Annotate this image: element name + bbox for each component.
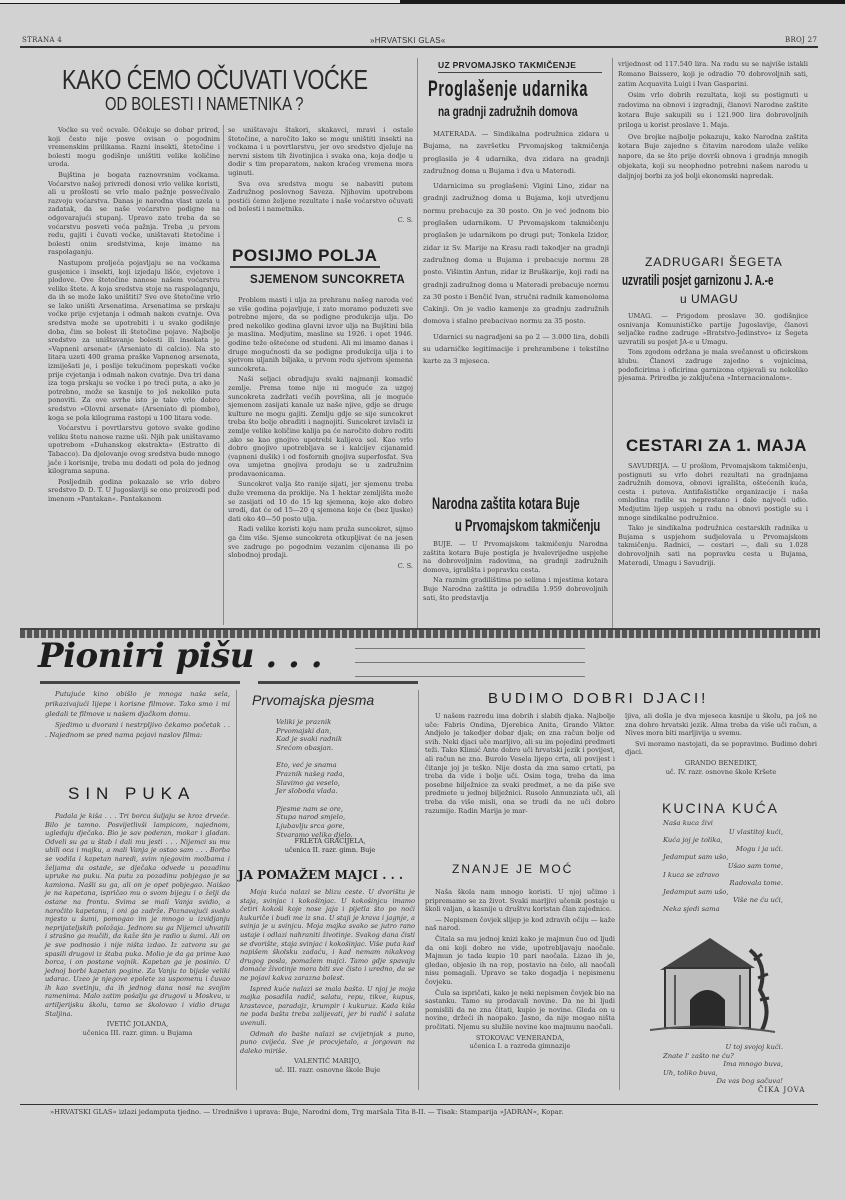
decor-rule [355, 662, 585, 663]
column-rule [418, 690, 419, 1090]
paragraph: Svi moramo nastojati, da se popravimo. Budimo dobri djaci. [625, 739, 817, 757]
author-school: uč. IV. razr. osnovne škole Kršete [665, 767, 777, 776]
poem-line: Slavimo ga veselo, [276, 778, 340, 787]
column-rule [612, 58, 613, 628]
poem-line: Više ne ću ući, [732, 896, 783, 905]
segeta-body [618, 312, 808, 385]
paragraph: Radi velike koristi koju nam pruža suncokret, sijmo ga čim više. Sjeme suncokreta otkupljivat će na jesen sve zadruge po pogodnim vezanim cijenama ili po slobodnoj prodaji. [228, 525, 413, 560]
djaci-column-2 [625, 712, 817, 776]
paragraph: UMAG. — Prigodom proslave 30. godišnjice osnivanja Komunističke partije Jugoslavije, članovi seljačke radne zadruge »Bratstvo-Jedinstvo« iz Šegeta uzvratili su posjet JA-e u Umagu. [618, 312, 808, 346]
poem-line: Stvaramo veliko djelo. [276, 830, 353, 839]
column-rule [223, 125, 224, 625]
column-rule [619, 790, 620, 1090]
paragraph: Osim vrlo dobrih rezultata, koji su postignuti u radovima na obnovi i izgradnji, članovi Narodne zaštite kotara Buje sakupili su i 121.900 lira dobrovoljnih priloga u korist proslave 1. Maja. [618, 91, 808, 129]
paragraph: SAVUDRIJA. — U prošlom, Prvomajskom takmičenju, postignuti su vrlo dobri rezultati na gradnjama zadružnih domova, obnovi igrališta, oštećenih kuća, cesta i puteva. Antifašističke organizacije i naša omladina radile su neprestano i dale najveći udio. Medjutim lijep uspjeh u radu na obnovi postigle su i mnoge sindikalne podružnice. [618, 462, 808, 522]
paragraph: — Nepismen čovjek slijep je kod zdravih očiju — kaže naš narod. [425, 915, 615, 933]
poem-stanza [276, 718, 416, 752]
segeta-headline: ZADRUGARI ŠEGETA [645, 255, 783, 269]
paragraph: U našem razredu ima dobrih i slabih djaka. Najbolje uče: Fabris Ondina, Djerebica Anita, Grando Viktor. Andjelo je takodjer dobar djak; on zna račun bolje od svih. Neki djaci uče marljivo, ali su im pojedini predmeti teži. Tako Klimić Ante dobro uči hrvatski jezik i povijest, ali račun ne zna. Burolo Vesela lijepo crta, ali povijest i čitanje joj je teško. Nije dosta da zna samo crtati, pa treba da vide i bolje uči. Osim toga, treba da ima posebne bilježnice za svaki predmet, a ne da piše sve predmete u jednoj bilježnici. Rusolo Annunziata uči, ali treba da više misli, ona se trudi da ne uči dobro razumije. Radin Marija je mar- [425, 712, 615, 815]
udarnici-body [423, 128, 609, 371]
issue-number: BROJ 27 [785, 36, 818, 44]
poem-line: Veliki je praznik [276, 718, 332, 726]
column-rule [236, 690, 237, 1090]
scan-edge-light [0, 0, 400, 3]
paragraph: Odmah do bašte nalazi se cvijetnjak s puno, puno cvijeća. Sve je procvjetalo, a jorgovan na daleko miriše. [240, 1029, 415, 1055]
paragraph: Padala je kiša . . . Tri borca šuljaju se kroz drveće. Bilo je tamno. Posvijetlivši lampicom, najednom, ugledaju dječaka. Bio je sav poderan, mokar i gladan. Odveli su ga u štab i dali mu jesti . . . Nijemci su mu ubili oca i majku, a mali Vanja je ostao sam . . . Borba se vodila i kapetan naredi, svim njegovim molbama i željama da ostade, se dječaka odvede u pozadinu upruke na puku. Na putu za pozadinu pobjegao je sa kamiona. Našli su ga, ali on je opet pobjegao. Naišao je na kapetana, ispričao mu o svom bijegu i o želji da ostane na frontu. Svima se mali Vanja svidio, a naročito kapetanu, i oni ga zadrže. Poznavajući svako mjesto u šumi, pomogao im je mnogo u izvidjanju neprijateljskih položaja. Jednom su ga Nijemci uhvatili i strašno ga mučili, da kaže što je radio u šumi. Ali on je sve podnosio i nije ništa izdao. Iz zatvora su ga spasili drugovi iz štaba puka. Molio je da ga prime kao borca, i on postane vojnik. Kapetan ga je posinio. U jednoj borbi kapetan pogine. Za Vanju to bijaše veliki udarac. Uzeo je njegove epolete za uspomenu i čuvao ih kao svetinju, da ih jednog dana nosi na svojim ramenima. Malo zatim pošalju ga drugovi u Moskvu, u artiljerijsku školu, tamo se školovao i vidio druga Staljina. [45, 812, 230, 1018]
poem-stanza [276, 805, 416, 839]
poem-line: Ima mnogo buva, [723, 1060, 783, 1069]
poem-line: Ljubavlju srca gore, [276, 821, 345, 830]
paragraph: Posljednih godina pokazalo se vrlo dobro sredstvo D. D. T. U Jugoslaviji se ono proizvodi pod imenom »Pantakan«. Pantakanom [48, 477, 220, 503]
poem-line: Jedamput sam ušo, [663, 887, 729, 896]
decor-rule [355, 648, 585, 649]
udarnici-subheadline: na gradnji zadružnih domova [438, 103, 578, 119]
zastita-headline: Narodna zaštita kotara Buje [432, 494, 580, 513]
film-intro [45, 690, 230, 743]
fruit-column-2 [228, 126, 413, 225]
kucina-poem-start [663, 819, 783, 914]
kicker-rule [438, 72, 602, 73]
paragraph: Tom zgodom održana je mala svečanost u oficirskom klubu. Članovi zadruge zajedno s vojnicima, podoficirima i oficirima garnizona otpjevali su nekoliko pjesama. Priredba je zaključena »Internacionalom«. [618, 348, 808, 383]
paragraph: Udarnicima su proglašeni: Vigini Lino, zidar na gradnji zadružnog doma u Bujama, koji utvrdjenu normu prebacuje za 30 posto. On je već jednom bio proglašen udarnikom. U Prvomajskom takmičenju proglašen je udarnikom po drugi put; Tonkela Izidor, zidar iz Sv. Marije na Krasu radi takodjer na gradnji zadružnog doma u Bujama i prebacuje normu 28 posto. Višintin Antun, zidar iz Bruškarije, koji radi na gradnji zadružnog doma u Materadi prebacuje normu za 30 posto i Benčić Ivan, stručni radnik kamenoloma Cakinji. On je vadio kamenje za gradnju zadružnih domova i stalno prebacivao normu za 35 posto. [423, 182, 609, 326]
poem-body [276, 718, 416, 848]
poem-line: Prvomajski dan, [276, 726, 332, 735]
author: STOKOVAC VENERANDA, [475, 1033, 565, 1042]
paragraph: Naši seljaci obradjuju svaki najmanji komadić zemlje. Prema tome nije ni moguće za uzgoj suncokreta zadržati većih površina, ali je moguće sjemenom zasijati kanale uz naše njive, gdje se druge kulture ne mogu gajiti. Zemlju gdje se sije suncokret treba što bolje obraditi i nagnojiti. Suncokret izvlači iz zemlje velike količine kalija pa će naročito dobro roditi ,ako se kao gnojivo upotrebi kalijeva sol. Kao vrlo dobro gnojivo upotrebljava se i kalcijev cijanamid (vapneni dušik) i od fosfornih gnojiva superfosfat. Sva ova umjetna gnojiva prodaju se u zadružnim prodavaonicama. [228, 375, 413, 478]
paragraph: Putujuće kino obišlo je mnoga naša sela, prikazivajući lijepe i korisne filmove. Tako smo i mi gledali te filmove u našem djačkom domu. [45, 690, 230, 718]
sunflower-headline: POSIJMO POLJA [232, 246, 378, 265]
segeta-place: u UMAGU [680, 292, 739, 306]
paragraph: Bujština je bogata raznovrsnim voćkama. Voćarstvo našoj privredi donosi vrlo velike koristi, ali u prošlosti se vrlo malo pažnje posvećivalo razvoju voćarstva. Danas je narodna vlast uzela u zadatak, da se naše voćarstvo podigne na odgovarajući stupanj. Upravo zato treba da se voćarstvu posveti veća pažnja. Treba ,u prvom redu, gajiti i čuvati voćke, uništavati štetočine i bolesti onim sredstvima, koje imamo na raspolaganju. [48, 170, 220, 257]
poem-line: I kuca se zdravo [663, 870, 720, 879]
sunflower-body [228, 296, 413, 570]
signature: C. S. [397, 215, 413, 224]
paragraph: BUJE. — U Prvomajskom takmičenju Narodna zaštita kotara Buje postigla je hvalevrijedne uspjehe na dobrovoljnim radovima, na gradnji zadružnih domova, igrališta i popravku cesta. [423, 540, 608, 574]
fruit-column-1 [48, 126, 220, 626]
masthead-rule [20, 46, 818, 48]
zastita-continued [618, 60, 808, 184]
poem-line: Naša kuca živi [663, 819, 713, 827]
poem-line: Stupa narod smjelo, [276, 813, 346, 822]
poem-line: Jedamput sam ušo, [663, 853, 729, 862]
poem-line: Da vas bog sačuva! [716, 1077, 783, 1086]
paragraph: Na raznim gradilištima po selima i mjestima kotara Buje Narodna zaštita je odradila 1.959 dobrovoljnih sati, što predstavlja [423, 576, 608, 602]
paragraph: Voćarstvu i povrtlarstvu gotovo svake godine veliku štetu nanose razne uši. Njih pak uništavamo upotrebom »Duhanskog ekstrakta« (Estratto di Tabacco). Da djelovanje ovog sredstva bude mnogo jače i korisnije, treba mu dodati od pola do jednog kilograma sapuna. [48, 424, 220, 476]
author: VALENTIĆ MARIJO, [293, 1057, 362, 1066]
poem-line: Pjesme nam se ore, [276, 804, 344, 813]
roof-shape [660, 938, 755, 970]
cestari-body [618, 462, 808, 569]
majci-title: JA POMAŽEM MAJCI . . . [238, 868, 404, 882]
kucina-poem-end [663, 1043, 783, 1086]
banner-rule [258, 681, 418, 684]
kucina-title: KUCINA KUĆA [662, 800, 779, 816]
ground [650, 1026, 775, 1032]
sunflower-subheadline: SJEMENOM SUNCOKRETA [250, 274, 405, 286]
imprint: »HRVATSKI GLAS« izlazi jedamputa tjedno. — Urednišvo i uprava: Buje, Narodni dom, Trg maršala Tita 8-II. — Tisak: Stamparija »JADRAN«, Kopar. [50, 1108, 564, 1116]
udarnici-kicker: UZ PRVOMAJSKO TAKMIČENJE [438, 60, 577, 70]
paragraph: MATERADA. — Sindikalna podružnica zidara u Bujama, na završetku Prvomajskog takmičenja proglasila je 4 udarnika, dva zidara na gradnji zadružnog doma u Bujama i dva u Materadi. [423, 130, 609, 175]
pioniri-banner: Pioniri pišu . . . [38, 636, 323, 676]
paragraph: vrijednost od 117.540 lira. Na radu su se najviše istakli Romano Baissero, koji je odradio 70 dobrovoljnih sati, zatim Acquavita Luigi i Ivan Gasparini. [618, 60, 808, 88]
film-story [45, 812, 230, 1037]
poem-line: Kad je svaki radnik [276, 735, 343, 744]
fruit-subheadline: OD BOLESTI I NAMETNIKA ? [105, 94, 304, 114]
banner-rule [40, 681, 240, 684]
poem-line: Praznik našeg rada, [276, 769, 345, 778]
doghouse-illustration [650, 930, 780, 1040]
paragraph: Voćke su već ocvale. Očekuje se dobar prirod, koji često nije posve ovisan o pogodnim vremenskim prilikama. Razni insekti, štetočine i bolesti mogu godišnje uništiti velike količine uroda. [48, 126, 220, 169]
paragraph: Čitala sa mu jednoj knizi kako je majmun čuo od ljudi da oni koji dobro ne vide, upotrebljavaju naočale. Majmun je tada kupio 10 pari naočala. Lizao ih je, gledao, objesio ih na rep, postavio na čelo, ali naočali nisu pomagali. Upravo se tako dogadja i nepismenu čovjeku. [425, 934, 615, 986]
paragraph: Tako je sindikalna podružnica cestarskih radnika u Bujama s uspjehom sudjelovala u Prvomajskom takmičenju. Radnici, — cestari —, dali su 1.028 dobrovoljnih sati na popravku cesta u Bujama, Materadi, Umagu i Savudriji. [618, 524, 808, 567]
poem-line: Ušao sam tome, [727, 861, 783, 870]
poem-line: U vlastitoj kući, [728, 827, 783, 836]
decor-rule [355, 676, 585, 677]
poem-line: Neka sjedi sama [663, 904, 720, 913]
znanje-title: ZNANJE JE MOĆ [452, 862, 574, 876]
paragraph: Ispred kuće nalazi se mala bašta. U njoj je moja majka posadila radič, salatu, repu, tikve, kupus, krastavce, paradajz, krumpir i kukuruz. Kada kiša ne pada bašta treba zalijevati, jer bi radič i salata uvenuli. [240, 984, 415, 1027]
poem-line: Jer sloboda vlada. [276, 787, 338, 796]
poem-line: Znate l' zašto ne ću? [663, 1051, 734, 1060]
udarnici-headline: Proglašenje udarnika [428, 76, 589, 101]
film-title: SIN PUKA [68, 784, 196, 803]
poem-line: Srećom obasjan. [276, 743, 334, 752]
segeta-subheadline: uzvratili posjet garnizonu J. A.-e [622, 272, 774, 289]
paragraph: Naša škola nam mnogo koristi. U njoj učimo i pripremamo se za život. Svaki marljivi učenik postaje u školi valjan, a kasnije u društvu koristan član zajednice. [425, 888, 615, 914]
poem-stanza [276, 761, 416, 795]
page-number: STRANA 4 [22, 36, 63, 44]
poem-line: Mogu i ja ući. [735, 844, 783, 853]
kucina-author: ČIKA JOVA [758, 1086, 806, 1094]
zastita-body [423, 540, 608, 604]
author: GRANDO BENEDIKT, [684, 758, 758, 767]
znanje-body [425, 888, 615, 1051]
poem-title: Prvomajska pjesma [252, 692, 375, 708]
paragraph: Ove brojke najbolje pokazuju, kako Narodna zaštita kotara Buje zajedno s čitavim narodom ulaže velike napore, da se što prije dovrši obnova i gradnja mnogih objekata, koji su neophodno potrebni našem narodu u daljnjoj borbi za još bolji ekonomski napredak. [618, 132, 808, 180]
author: FRLETA GRACIJELA, [294, 837, 366, 845]
author-school: učenica III. razr. gimn. u Bujama [82, 1028, 193, 1037]
djaci-column-1 [425, 712, 615, 817]
column-rule [417, 58, 418, 628]
fruit-headline: KAKO ĆEMO OČUVATI VOĆKE [62, 64, 368, 95]
paragraph: Čula sa ispričati, kako je neki nepismen čovjek bio na sastanku. Tamo su prodavali novine. Da ne bi ljudi pomislili da ne zna čitati, kupio je novine. Gleda on u novine, držeći ih naopako. Jasno, da nije mogao ništa pročitati. Njemu su služile novine kao majmunu naočali. [425, 988, 615, 1031]
signature: C. S. [397, 561, 413, 570]
cestari-headline: CESTARI ZA 1. MAJA [626, 436, 807, 455]
paragraph: Moja kuća nalazi se blizu ceste. U dvorištu je staja, svinjac i kokošinjac. U kokošinjcu imamo četiri kokoši koje nose jaja i pijetla što po noći kukuriče i budi me iz sna. U staji je krava i jagnje, a svinja je u svinjcu. Moja majka svako se jutro rano ustaje i odlazi nahraniti životinje. Svakog dana čisti se dvorište, staja svinjac i kokošinjac. Više puta kad napišem školsku zadaću, i kad nemam nikakvog drugog posla, pomažem majci. Tamo gdje spavaju domaće životinje mora biti sve čisto i uredno, da se ne pojavi kakva zarazna bolest. [240, 888, 415, 982]
paragraph: Suncokret valja što ranije sijati, jer sjemenu treba duže vremena da proklije. Na 1 hektar zemljišta može se zasijati od 10 do 15 kg sjemena, koje ako dobro urodi, dat će od 15—20 q sjemena koje će (bez ljuske) dati oko 40—50 posto ulja. [228, 480, 413, 523]
paragraph: se uništavaju štakori, skakavci, mravi i ostale štetočine, a naročito lako se mogu uništiti insekti na voćkama i u povrtlarstvu, jer ovo sredstvo djeluje na nervni sistem tih životinjica i svaka ona, koja dodje u dodir s tim preparatom, nakon kraćeg vremena mora uginuti. [228, 126, 413, 177]
paragraph: Sjedimo u dvorani i nestrpljivo čekamo početak . . . Najednom se pred nama pojavi naslov filma: [45, 721, 230, 740]
poem-line: Uh, toliko buva, [663, 1068, 718, 1077]
paragraph: Udarnici su nagradjeni sa po 2 — 3.000 lira, dobili su udarničke legitimacije i prehrambene i tekstilne karte za 3 mjeseca. [423, 332, 609, 366]
author-school: uč. III. razr. osnovne škole Buje [274, 1065, 381, 1074]
zastita-subheadline: u Prvomajskom takmičenju [455, 516, 601, 535]
djaci-title: BUDIMO DOBRI DJACI! [488, 690, 709, 707]
poem-line: Radovala tome. [729, 879, 783, 888]
poem-line: Kuća joj je tolika, [663, 836, 723, 845]
majci-body [240, 888, 415, 1074]
poem-line: U toj svojoj kući. [725, 1043, 783, 1051]
paragraph: Problem masti i ulja za prehranu našeg naroda već se više godina pojavljuje, i zato moramo poduzeti sve potrebne mjere, da se podigne produkcija ulja. Do pred nekoliko godina glavni izvor ulja na Bujštini bila je maslina. Medjutim, masline su 1926. i opet 1946. godine teže oštećene od studeni. Ali mi imamo danas i druge mogućnosti da se podigne produkcija ulja i to sjetvom uljanih biljaka, u prvom redu sjetvom sjemena suncokreta. [228, 296, 413, 373]
poem-line: Eto, već je snama [276, 761, 337, 770]
headline-rule [230, 266, 380, 268]
author-school: učenica I. a razreda gimnazije [469, 1042, 571, 1051]
paragraph: Nastupom proljeća pojavljaju se na voćkama gusjenice i insekti, koji izjedaju lišće, cvjetove i plodove. Ove štetočine nanose našem voćarstvu velike štete. A koja sredstva stoje na raspolaganju, da ih se može lako uništiti? Sve ove štetočine vrlo se lako uništi Arsenatima. Arsenatima se prskaju voćke prije cvjetanja i odmah nakon cvatnje. Ova sredstva može se upotrebiti i u svako godišnje doba, čim se bolest ili štetočine pojave. Najbolje sredstvo za uništavanje bolesti ili insekata je »Vapneni arsenat« (Arseniato di calcio). Na sto litara uzeti 400 grama praške Vapnenog arsenata, izmiješati je, i poslije tekućinom poprskati voćke prije cvjetanja i odmah nakon cvatnje. Dva tri dana iza toga prskaju se voćke i po treći puta, a ako je potrebno, može se kasnije to još nekoliko puta ponoviti. Za ove svrhe isto je tako vrlo dobro sredstvo »Olovni arsenat« (Arseniato di piombo), koga se pola kilograma rastopi u 100 litara vode. [48, 258, 220, 422]
paragraph: ljiva, ali došla je dva mjeseca kasnije u školu, pa još ne zna dobro hrvatski jezik. Alma treba da više uči račun, a Nives mora biti marljivija u svemu. [625, 712, 817, 738]
newspaper-title: »HRVATSKI GLAS« [370, 36, 446, 45]
doghouse-door [690, 990, 725, 1028]
author: IVETIĆ JOLANDA, [106, 1020, 169, 1029]
footer-rule [20, 1104, 818, 1105]
tree-branch [750, 950, 767, 1030]
author-school: učenica II. razr. gimn. Buje [284, 846, 376, 854]
paragraph: Sva ova sredstva mogu se nabaviti putem Zadružnog poslovnog Saveza. Njihovim upotrebom postići ćemo željene rezultate i naše voćarstvo očuvati od bolesti i nametnika. [228, 179, 413, 214]
